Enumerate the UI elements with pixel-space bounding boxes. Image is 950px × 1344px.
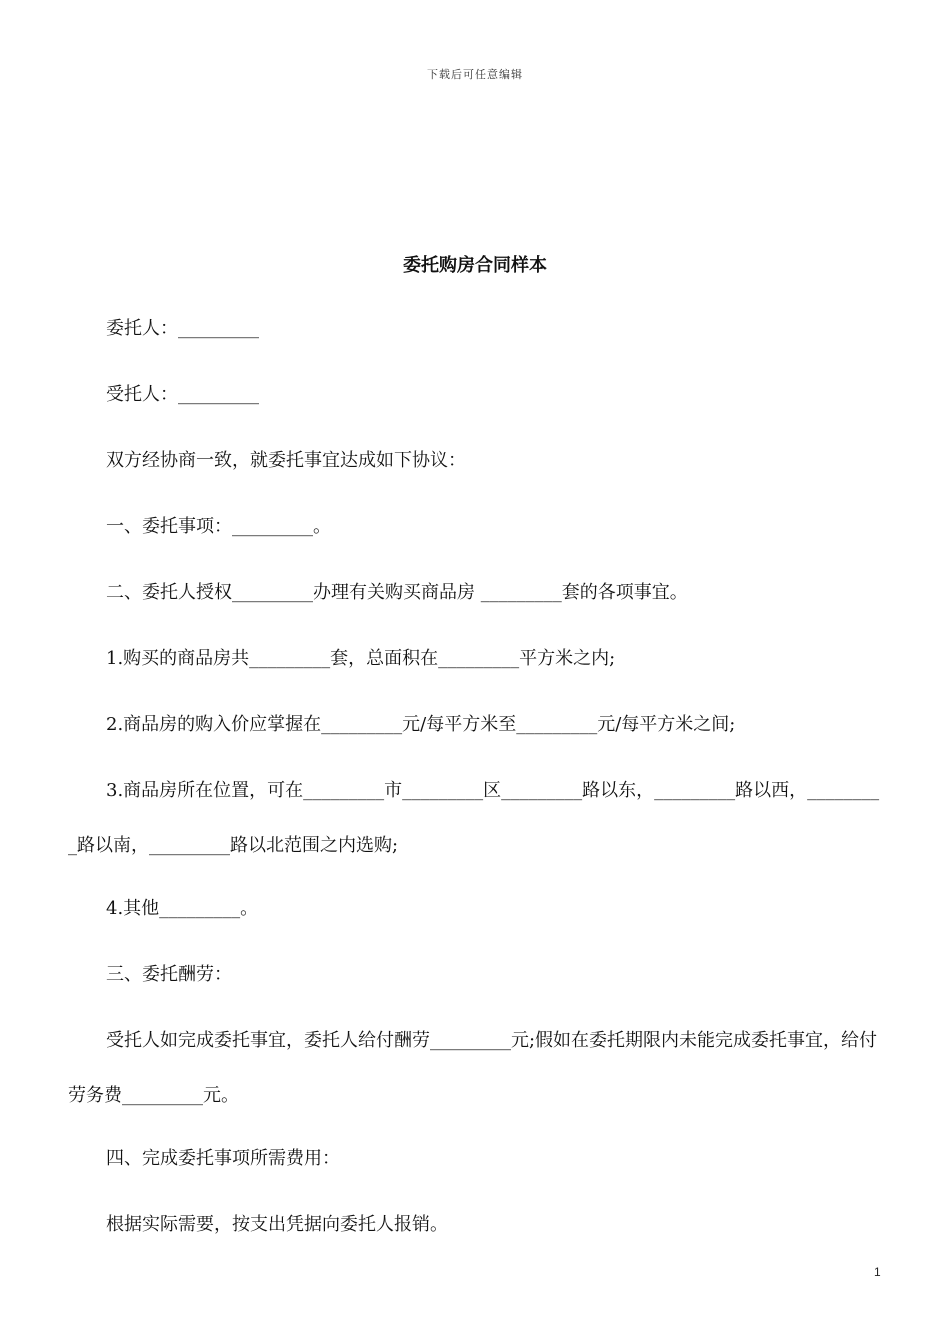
paragraph-section-1: 一、委托事项：_________。 (106, 516, 331, 537)
paragraph-section-4: 四、完成委托事项所需费用： (106, 1148, 340, 1169)
paragraph-item-3: 3.商品房所在位置，可在_________市_________区_________路以东，_________路以西，_________路以南，_________路以北范围之内选购; (68, 780, 880, 856)
paragraph-item-1: 1.购买的商品房共_________套，总面积在_________平方米之内; (106, 648, 616, 669)
paragraph-reimbursement: 根据实际需要，按支出凭据向委托人报销。 (106, 1214, 448, 1235)
paragraph-section-3: 三、委托酬劳： (106, 964, 232, 985)
paragraph-item-4: 4.其他_________。 (106, 898, 259, 919)
paragraph-principal: 委托人：_________ (106, 318, 259, 339)
header-note: 下载后可任意编辑 (427, 68, 523, 81)
page-number: 1 (874, 1265, 881, 1279)
paragraph-item-2: 2.商品房的购入价应掌握在_________元/每平方米至_________元/每平方米之间; (106, 714, 736, 735)
paragraph-section-2: 二、委托人授权_________办理有关购买商品房 _________套的各项事宜。 (106, 582, 688, 603)
paragraph-intro: 双方经协商一致，就委托事宜达成如下协议： (106, 450, 466, 471)
document-title: 委托购房合同样本 (403, 255, 547, 276)
paragraph-agent: 受托人：_________ (106, 384, 259, 405)
paragraph-remuneration: 受托人如完成委托事宜，委托人给付酬劳_________元;假如在委托期限内未能完成委托事宜，给付劳务费_________元。 (68, 1030, 878, 1106)
